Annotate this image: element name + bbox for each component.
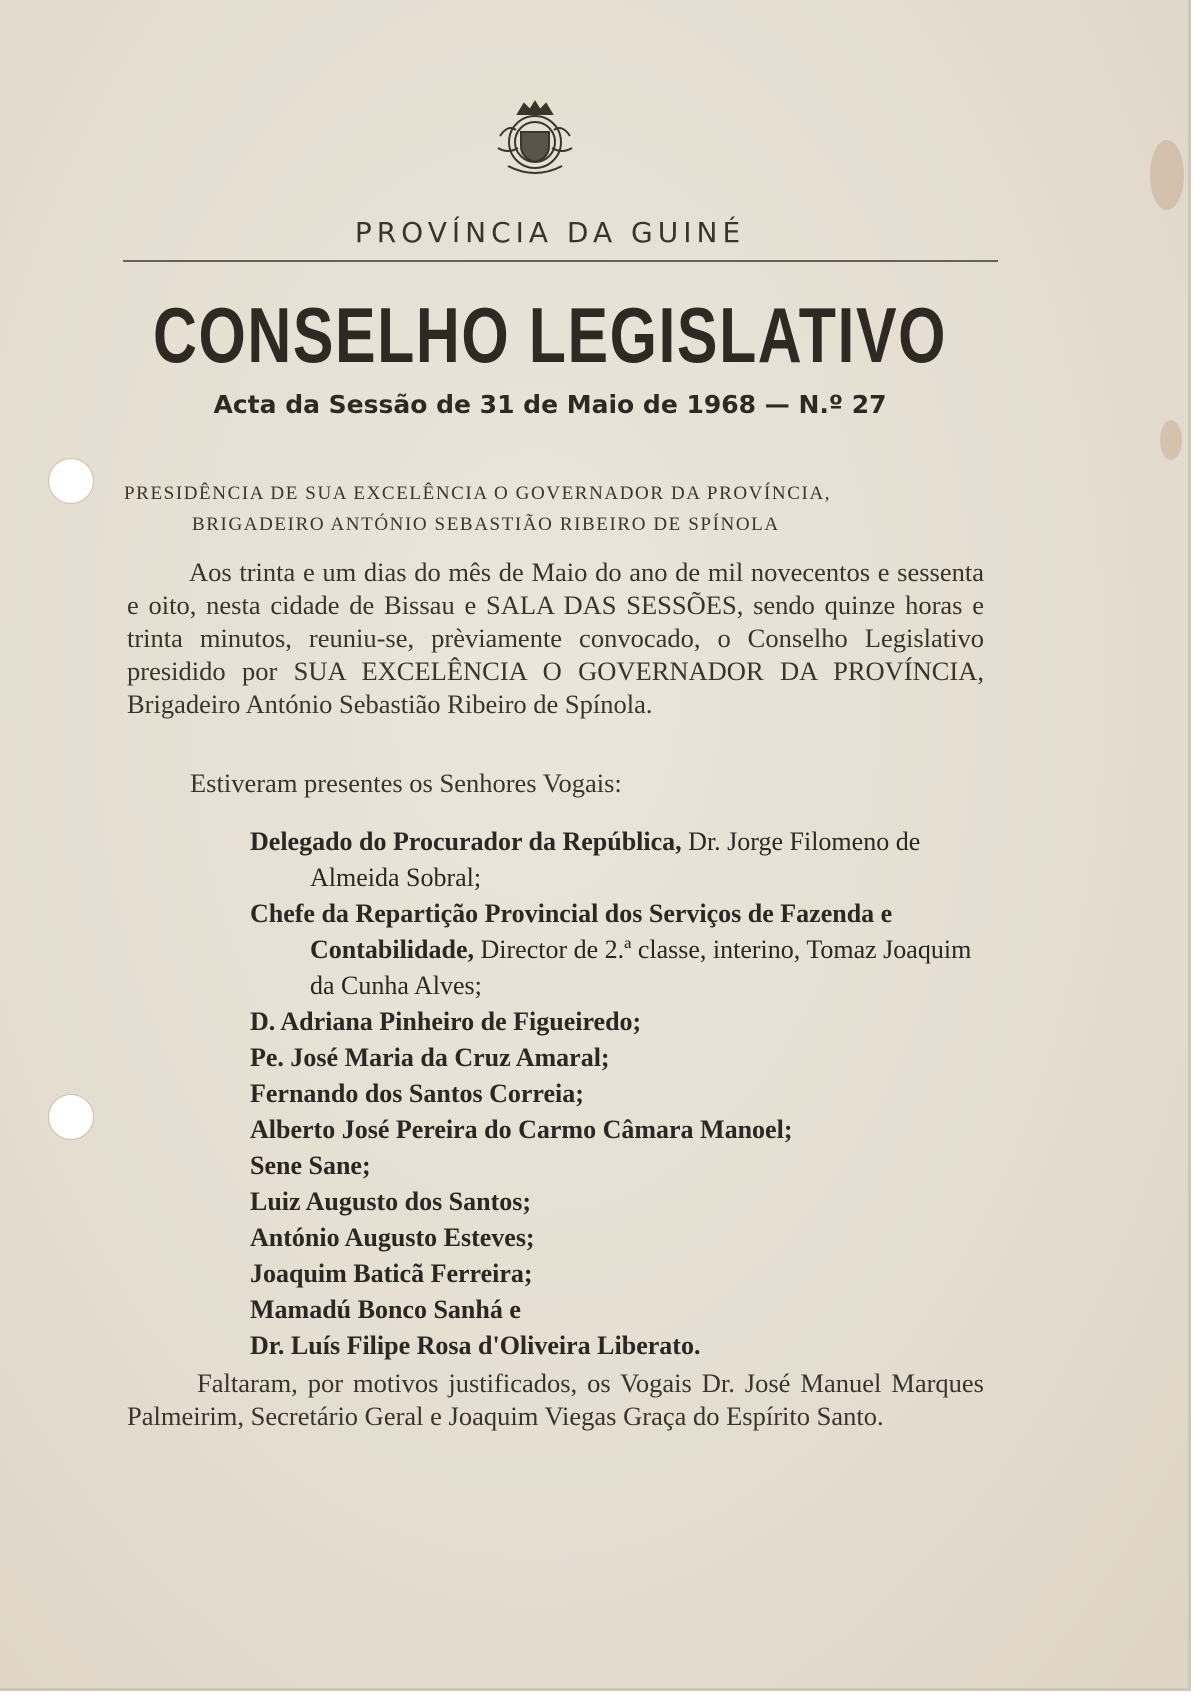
punch-hole (48, 1094, 94, 1140)
member-name: Joaquim Baticã Ferreira; (250, 1259, 533, 1288)
member-name: Fernando dos Santos Correia; (250, 1079, 584, 1108)
member-item (250, 1328, 988, 1364)
presidency-heading (124, 478, 984, 540)
presidency-line-1: PRESIDÊNCIA DE SUA EXCELÊNCIA O GOVERNADOR DA PROVÍNCIA, (124, 483, 832, 504)
member-name: António Augusto Esteves; (250, 1223, 535, 1252)
member-name: D. Adriana Pinheiro de Figueiredo; (250, 1007, 642, 1036)
paper-stain (1160, 420, 1182, 460)
member-item (250, 824, 988, 896)
heading-divider (123, 260, 998, 262)
absent-paragraph: Faltaram, por motivos justificados, os Vogais Dr. José Manuel Marques Palmeirim, Secretário Geral e Joaquim Viegas Graça do Espírito Santo. (127, 1368, 984, 1431)
province-heading: PROVÍNCIA DA GUINÉ (354, 216, 746, 249)
coat-of-arms-emblem (488, 92, 582, 186)
member-title: Chefe da Repartição Provincial dos Serviços de Fazenda e Contabilidade, (250, 899, 893, 964)
member-item (250, 1076, 988, 1112)
presidency-line-2: BRIGADEIRO ANTÓNIO SEBASTIÃO RIBEIRO DE SPÍNOLA (192, 514, 780, 535)
member-item (250, 1004, 988, 1040)
member-item (250, 1256, 988, 1292)
opening-paragraph: Aos trinta e um dias do mês de Maio do ano de mil novecentos e sessenta e oito, nesta cidade de Bissau e SALA DAS SESSÕES, sendo quinze horas e trinta minutos, reuniu-se, prèviamente convocado, o Conselho Legislativo presidido por SUA EXCELÊNCIA O GOVERNADOR DA PROVÍNCIA, Brigadeiro António Sebastião Ribeiro de Spínola. (127, 557, 984, 719)
member-item (250, 1184, 988, 1220)
member-name: Pe. José Maria da Cruz Amaral; (250, 1043, 610, 1072)
member-item (250, 896, 988, 1004)
member-name: Alberto José Pereira do Carmo Câmara Manoel; (250, 1115, 793, 1144)
member-item (250, 1112, 988, 1148)
session-subtitle: Acta da Sessão de 31 de Maio de 1968 — N.º 27 (213, 390, 887, 419)
punch-hole (48, 458, 94, 504)
member-item (250, 1148, 988, 1184)
member-detail: Director de 2.ª classe, interino, Tomaz Joaquim da Cunha Alves; (310, 935, 972, 1000)
member-name: Sene Sane; (250, 1151, 371, 1180)
document-title: CONSELHO LEGISLATIVO (153, 291, 947, 379)
member-name: Luiz Augusto dos Santos; (250, 1187, 532, 1216)
member-title: Delegado do Procurador da República, (250, 827, 682, 856)
member-item (250, 1220, 988, 1256)
member-item (250, 1040, 988, 1076)
paper-stain (1150, 140, 1184, 210)
member-detail: Dr. Jorge Filomeno de Almeida Sobral; (310, 827, 921, 892)
member-item (250, 1292, 988, 1328)
present-intro: Estiveram presentes os Senhores Vogais: (190, 768, 622, 798)
member-name: Mamadú Bonco Sanhá e (250, 1295, 521, 1324)
members-list (250, 824, 988, 1364)
member-name: Dr. Luís Filipe Rosa d'Oliveira Liberato. (250, 1331, 701, 1360)
